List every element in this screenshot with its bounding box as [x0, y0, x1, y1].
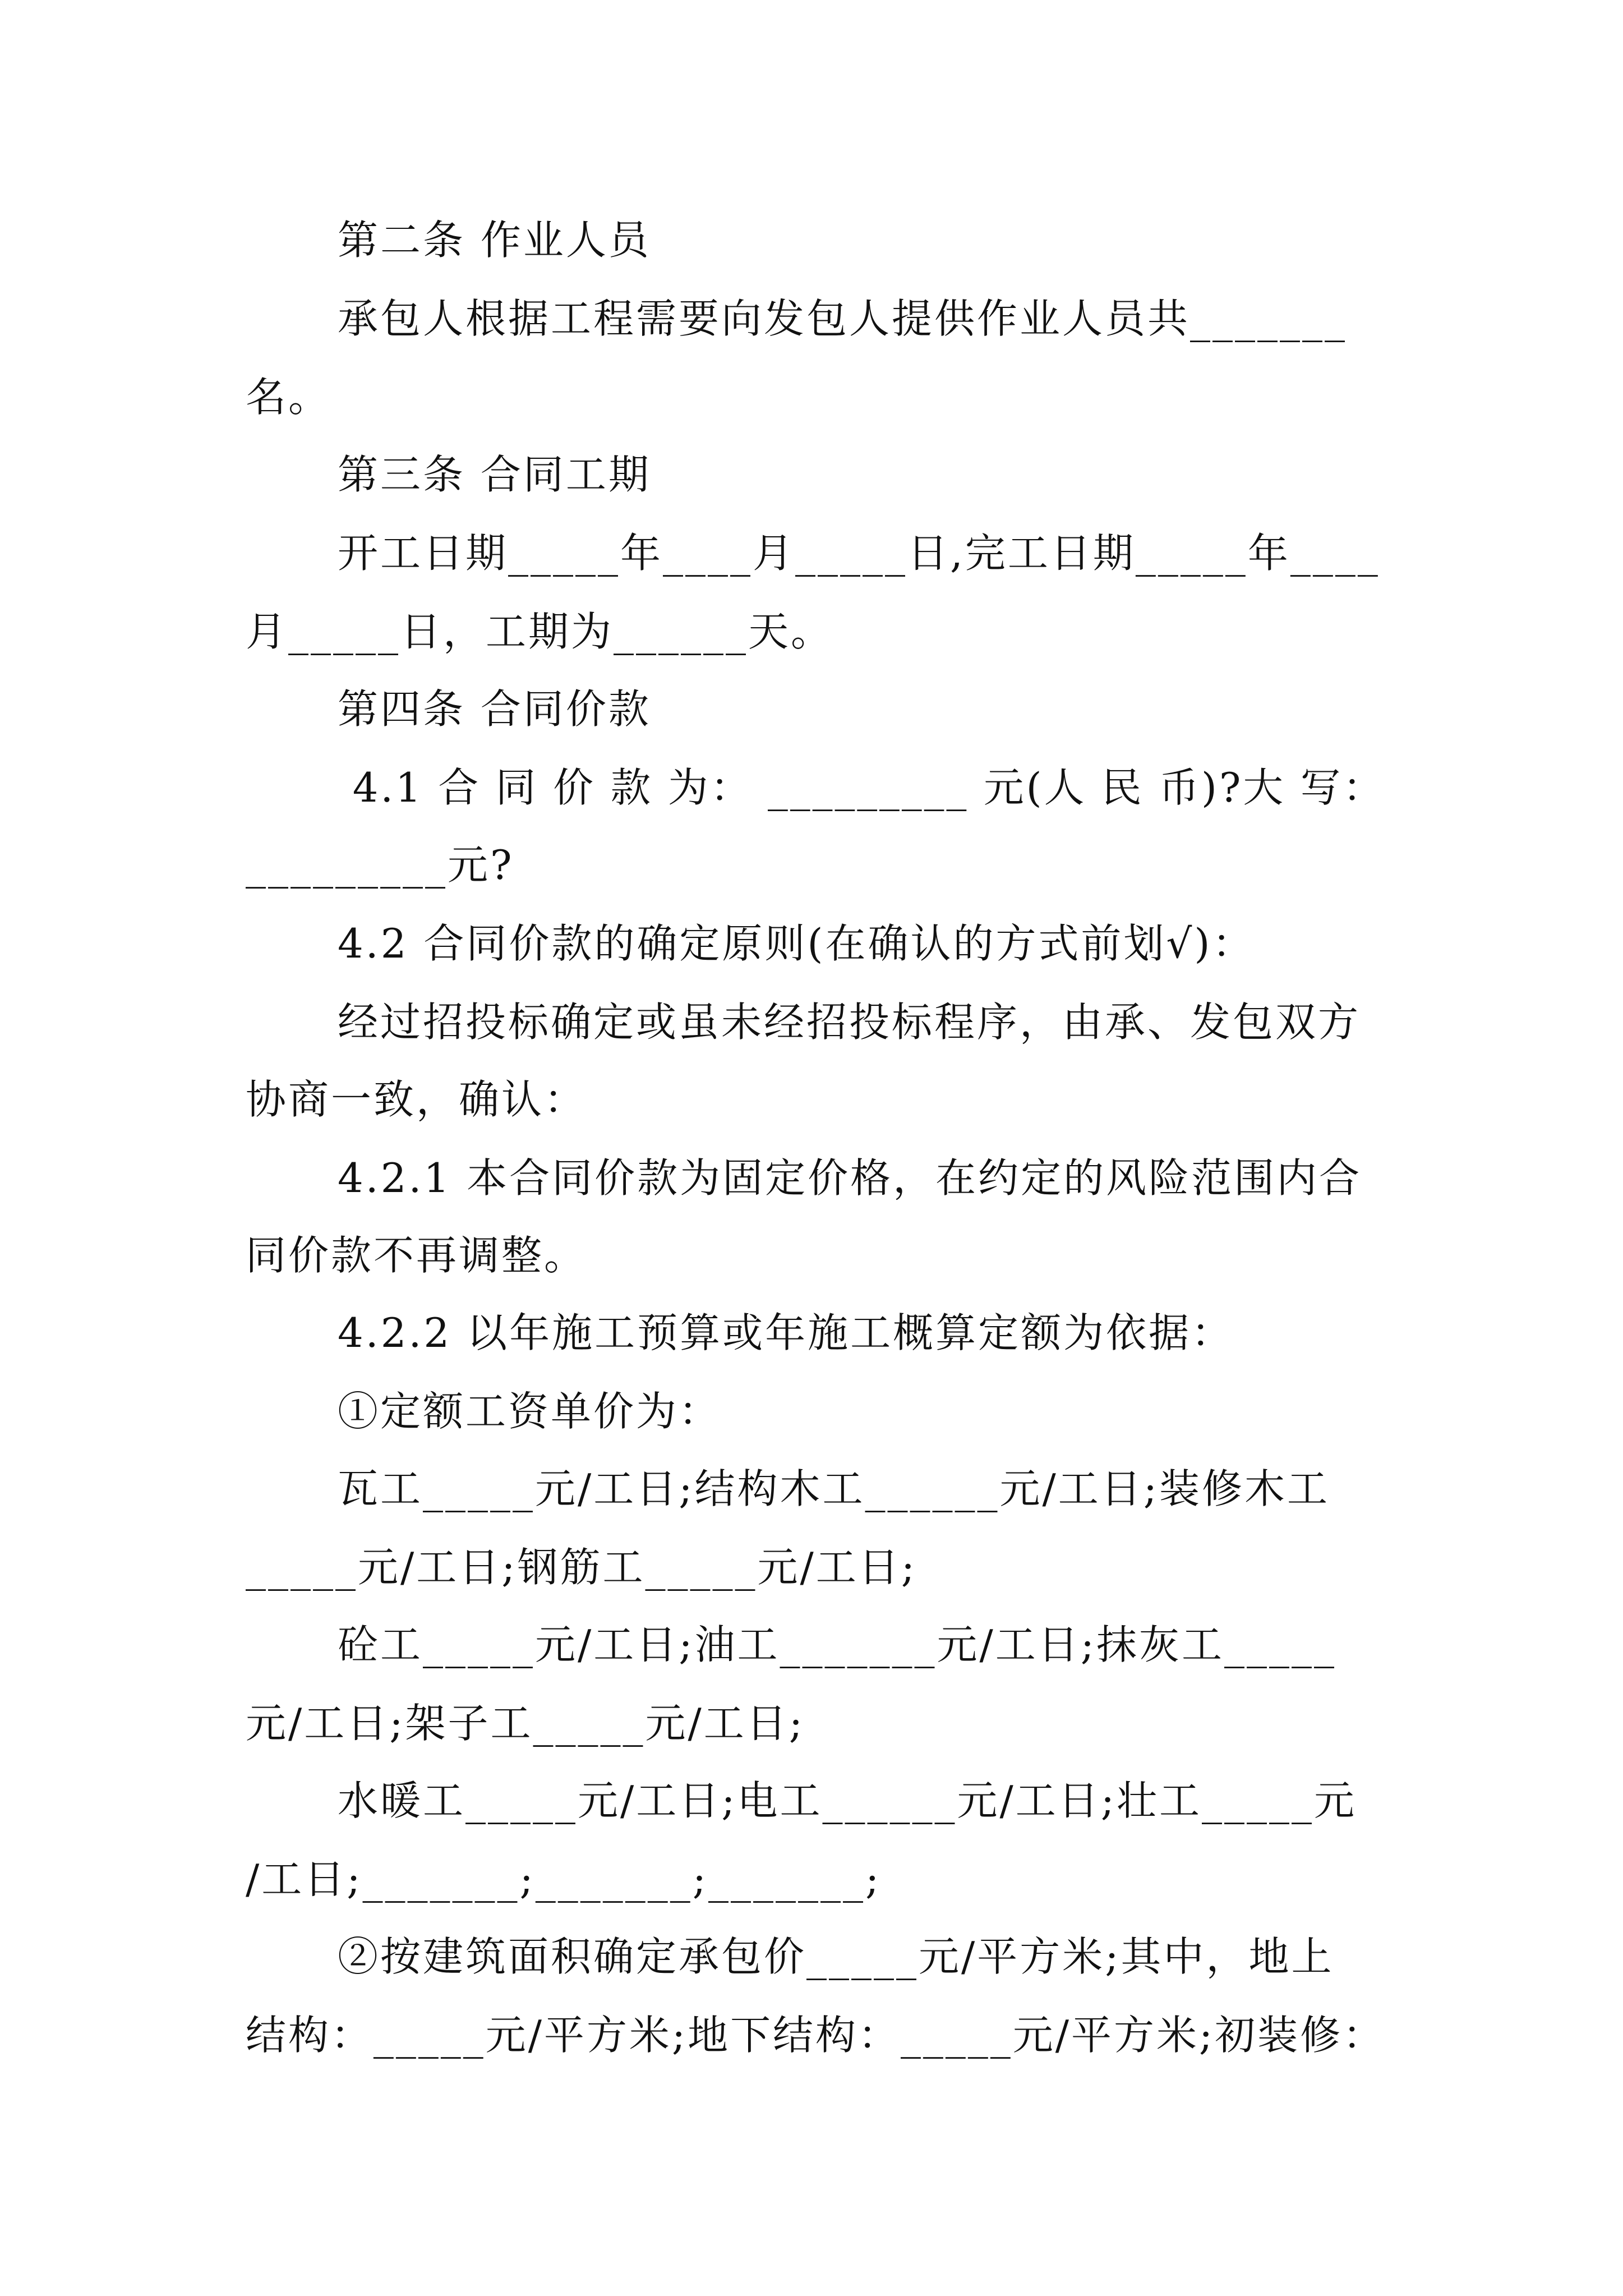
wage-rates-line-2: 砼工_____元/工日;油工_______元/工日;抹灰工_____ — [338, 1621, 1337, 1668]
article-3-body: 开工日期_____年____月_____日,完工日期_____年____ — [338, 530, 1380, 577]
article-3-body-cont: 月_____日，工期为______天。 — [246, 608, 834, 655]
article-2-body: 承包人根据工程需要向发包人提供作业人员共_______ — [338, 295, 1348, 342]
article-3-heading: 第三条 合同工期 — [338, 451, 651, 498]
article-2-body-cont: 名。 — [246, 374, 331, 421]
clause-4-2-1-cont: 同价款不再调整。 — [246, 1232, 587, 1279]
clause-4-1: 4.1 合 同 价 款 为： _________ 元(人 民 币)?大 写： — [338, 764, 1386, 811]
clause-4-2-body: 经过招投标确定或虽未经招投标程序，由承、发包双方 — [338, 999, 1361, 1046]
wage-rates-line-2-cont: 元/工日;架子工_____元/工日; — [246, 1700, 805, 1747]
wage-rate-heading: ①定额工资单价为： — [338, 1388, 722, 1435]
wage-rates-line-1: 瓦工_____元/工日;结构木工______元/工日;装修木工 — [338, 1465, 1330, 1512]
area-price-line-cont: 结构：_____元/平方米;地下结构：_____元/平方米;初装修： — [246, 2012, 1386, 2059]
clause-4-1-cont: _________元? — [246, 841, 514, 889]
article-2-heading: 第二条 作业人员 — [338, 217, 651, 264]
clause-4-2-1: 4.2.1 本合同价款为固定价格，在约定的风险范围内合 — [338, 1154, 1362, 1202]
clause-4-2-body-cont: 协商一致，确认： — [246, 1076, 587, 1123]
wage-rates-line-3: 水暖工_____元/工日;电工______元/工日;壮工_____元 — [338, 1777, 1357, 1824]
wage-rates-line-1-cont: _____元/工日;钢筋工_____元/工日; — [246, 1544, 917, 1591]
area-price-line: ②按建筑面积确定承包价_____元/平方米;其中，地上 — [338, 1933, 1334, 1980]
clause-4-2: 4.2 合同价款的确定原则(在确认的方式前划√)： — [338, 920, 1255, 967]
article-4-heading: 第四条 合同价款 — [338, 685, 651, 733]
clause-4-2-2: 4.2.2 以年施工预算或年施工概算定额为依据： — [338, 1309, 1234, 1356]
wage-rates-line-3-cont: /工日;_______;_______;_______; — [246, 1856, 882, 1903]
